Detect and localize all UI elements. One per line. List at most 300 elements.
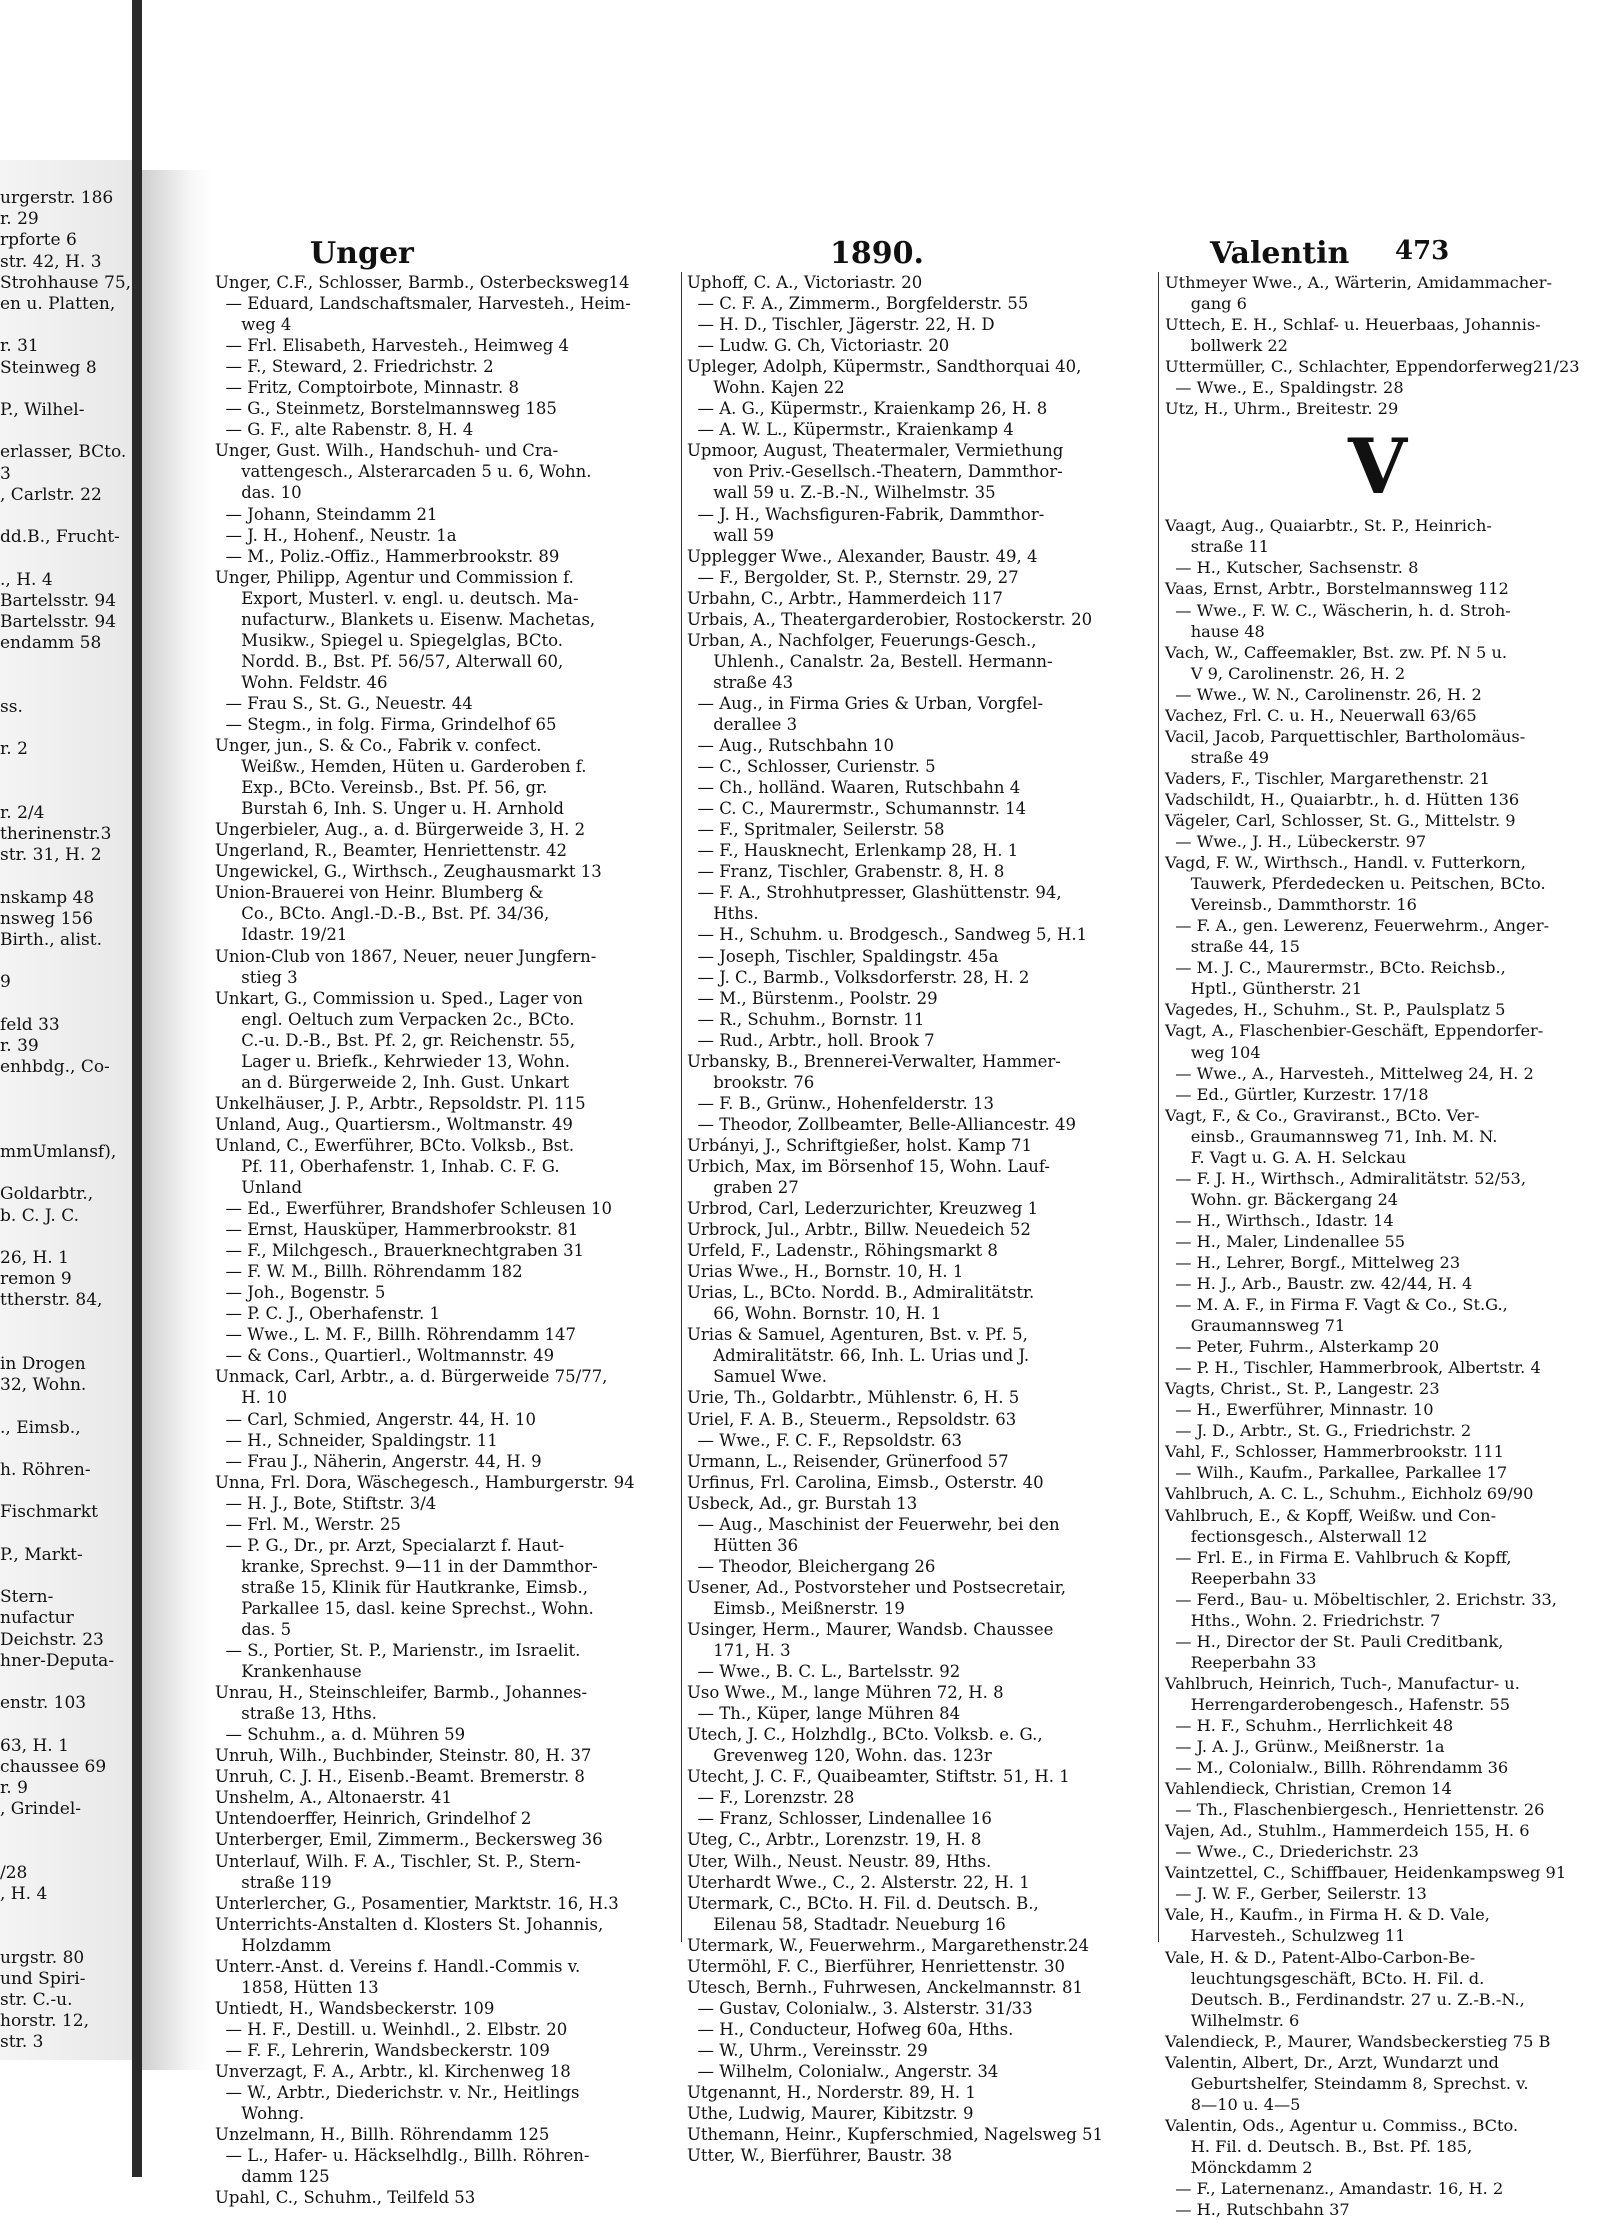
directory-entry: — L., Hafer- u. Häckselhdlg., Billh. Röhren-: [215, 2146, 590, 2166]
directory-entry: Urbansky, B., Brennerei-Verwalter, Hammer-: [687, 1051, 1061, 1071]
directory-entry: — J. H., Hohenf., Neustr. 1a: [215, 525, 457, 545]
directory-entry: — F., Steward, 2. Friedrichstr. 2: [215, 357, 494, 377]
directory-entry: Urias, L., BCto. Nordd. B., Admiralitätstr.: [687, 1283, 1035, 1303]
directory-entry: — Carl, Schmied, Angerstr. 44, H. 10: [215, 1409, 537, 1429]
directory-entry: — H. F., Destill. u. Weinhdl., 2. Elbstr. 20: [215, 2019, 568, 2039]
directory-entry: das. 10: [215, 483, 302, 503]
directory-entry: Utermark, C., BCto. H. Fil. d. Deutsch. B.,: [687, 1893, 1039, 1913]
left-page-line: Fischmarkt: [0, 1502, 98, 1523]
directory-entry: Uphoff, C. A., Victoriastr. 20: [687, 273, 923, 292]
directory-entry: Krankenhause: [215, 1662, 362, 1682]
directory-entry: — Franz, Schlosser, Lindenallee 16: [687, 1809, 992, 1829]
directory-entry: Geburtshelfer, Steindamm 8, Sprechst. v.: [1165, 2073, 1529, 2093]
header-right: Valentin: [1210, 236, 1350, 271]
left-page-line: 3: [0, 463, 11, 484]
left-page-line: , H. 4: [0, 1884, 48, 1904]
directory-entry: — J. W. F., Gerber, Seilerstr. 13: [1165, 1884, 1427, 1904]
directory-entry: — J. D., Arbtr., St. G., Friedrichstr. 2: [1165, 1421, 1472, 1441]
directory-entry: Vereinsb., Dammthorstr. 16: [1165, 895, 1417, 915]
directory-entry: Exp., BCto. Vereinsb., Bst. Pf. 56, gr.: [215, 778, 548, 798]
left-page-line: 26, H. 1: [0, 1248, 69, 1268]
directory-entry: — Ludw. G. Ch, Victoriastr. 20: [687, 336, 950, 356]
left-page-line: rpforte 6: [0, 230, 77, 251]
directory-entry: — F., Milchgesch., Brauerknechtgraben 31: [215, 1241, 585, 1261]
directory-entry: — H. J., Bote, Stiftstr. 3/4: [215, 1493, 437, 1513]
directory-entry: Vale, H., Kaufm., in Firma H. & D. Vale,: [1165, 1905, 1490, 1925]
left-page-line: en u. Platten,: [0, 294, 116, 314]
directory-entry: Union-Brauerei von Heinr. Blumberg &: [215, 883, 544, 903]
left-page-line: Deichstr. 23: [0, 1629, 104, 1650]
directory-entry: — Th., Küper, lange Mühren 84: [687, 1704, 961, 1724]
directory-entry: — Stegm., in folg. Firma, Grindelhof 65: [215, 714, 557, 734]
directory-entry: hause 48: [1165, 621, 1265, 641]
directory-entry: bollwerk 22: [1165, 336, 1288, 356]
directory-entry: 8—10 u. 4—5: [1165, 2094, 1301, 2114]
directory-entry: Uter, Wilh., Neust. Neustr. 89, Hths.: [687, 1851, 992, 1871]
directory-entry: Urbais, A., Theatergarderobier, Rostockerstr. 20: [687, 609, 1093, 629]
directory-entry: — Gustav, Colonialw., 3. Alsterstr. 31/33: [687, 1998, 1033, 2018]
directory-entry: Utgenannt, H., Norderstr. 89, H. 1: [687, 2083, 976, 2103]
directory-entry: kranke, Sprechst. 9—11 in der Dammthor-: [215, 1556, 598, 1576]
directory-entry: Vadschildt, H., Quaiarbtr., h. d. Hütten 136: [1165, 789, 1520, 809]
left-page-line: feld 33: [0, 1014, 60, 1035]
left-page-line: r. 31: [0, 336, 39, 357]
directory-entry: — C., Schlosser, Curienstr. 5: [687, 757, 936, 777]
directory-entry: — Ferd., Bau- u. Möbeltischler, 2. Erichstr. 33,: [1165, 1589, 1557, 1609]
left-page-line: therinenstr.3: [0, 824, 112, 844]
directory-entry: Wohn. Feldstr. 46: [215, 672, 388, 692]
directory-entry: — P. C. J., Oberhafenstr. 1: [215, 1304, 440, 1324]
column-divider: [1158, 272, 1159, 1942]
directory-entry: Urbrock, Jul., Arbtr., Billw. Neuedeich 52: [687, 1220, 1031, 1240]
directory-entry: Co., BCto. Angl.-D.-B., Bst. Pf. 34/36,: [215, 904, 550, 924]
directory-entry: Uttermüller, C., Schlachter, Eppendorferweg21/23: [1165, 357, 1580, 377]
directory-entry: — J. H., Wachsfiguren-Fabrik, Dammthor-: [687, 504, 1045, 524]
directory-entry: — Eduard, Landschaftsmaler, Harvesteh., Heim-: [215, 294, 631, 314]
directory-entry: Vach, W., Caffeemakler, Bst. zw. Pf. N 5 u.: [1165, 642, 1508, 662]
directory-entry: — Franz, Tischler, Grabenstr. 8, H. 8: [687, 862, 1005, 882]
directory-entry: vattengesch., Alsterarcaden 5 u. 6, Wohn.: [215, 462, 592, 482]
directory-entry: Upplegger Wwe., Alexander, Baustr. 49, 4: [687, 546, 1038, 566]
left-page-line: , Grindel-: [0, 1799, 82, 1820]
directory-entry: — G. F., alte Rabenstr. 8, H. 4: [215, 420, 474, 440]
directory-entry: — & Cons., Quartierl., Woltmannstr. 49: [215, 1346, 555, 1366]
directory-entry: Valendieck, P., Maurer, Wandsbeckerstieg 75 B: [1165, 2031, 1551, 2051]
directory-entry: Vägeler, Carl, Schlosser, St. G., Mittelstr. 9: [1165, 810, 1516, 830]
directory-entry: — Joseph, Tischler, Spaldingstr. 45a: [687, 946, 999, 966]
directory-entry: C.-u. D.-B., Bst. Pf. 2, gr. Reichenstr. 55,: [215, 1030, 576, 1050]
directory-entry: — M. A. F., in Firma F. Vagt & Co., St.G.,: [1165, 1295, 1508, 1315]
directory-entry: Vaas, Ernst, Arbtr., Borstelmannsweg 112: [1165, 579, 1509, 599]
directory-entry: Uthe, Ludwig, Maurer, Kibitzstr. 9: [687, 2104, 974, 2124]
page-number: 473: [1395, 236, 1450, 266]
directory-entry: — F. J. H., Wirthsch., Admiralitätstr. 52/53,: [1165, 1168, 1526, 1188]
directory-entry: Vahl, F., Schlosser, Hammerbrookstr. 111: [1165, 1442, 1504, 1462]
directory-entry: Vahlendieck, Christian, Cremon 14: [1165, 1779, 1452, 1799]
directory-entry: Nordd. B., Bst. Pf. 56/57, Alterwall 60,: [215, 651, 564, 671]
directory-entry: Vagd, F. W., Wirthsch., Handl. v. Futterkorn,: [1165, 853, 1526, 873]
directory-entry: — Wwe., E., Spaldingstr. 28: [1165, 378, 1404, 398]
left-page-line: hner-Deputa-: [0, 1650, 115, 1671]
left-page-line: r. 29: [0, 209, 39, 230]
directory-entry: — M. J. C., Maurermstr., BCto. Reichsb.,: [1165, 958, 1506, 978]
directory-entry: Uthmeyer Wwe., A., Wärterin, Amidammacher-: [1165, 273, 1552, 292]
directory-entry: weg 4: [215, 315, 292, 335]
directory-entry: Wilhelmstr. 6: [1165, 2010, 1300, 2030]
directory-entry: — H. F., Schuhm., Herrlichkeit 48: [1165, 1716, 1454, 1735]
directory-entry: — Frl. M., Werstr. 25: [215, 1514, 401, 1534]
directory-entry: — Ed., Gürtler, Kurzestr. 17/18: [1165, 1084, 1429, 1104]
left-page-line: Goldarbtr.,: [0, 1184, 94, 1205]
left-page-line: ss.: [0, 696, 23, 717]
directory-entry: derallee 3: [687, 714, 798, 734]
directory-entry: Unterrichts-Anstalten d. Klosters St. Johannis,: [215, 1914, 604, 1934]
directory-entry: Grevenweg 120, Wohn. das. 123r: [687, 1746, 992, 1766]
directory-entry: Utecht, J. C. F., Quaibeamter, Stiftstr. 51, H. 1: [687, 1767, 1070, 1787]
directory-entry: — F. W. M., Billh. Röhrendamm 182: [215, 1262, 523, 1282]
directory-entry: Upahl, C., Schuhm., Teilfeld 53: [215, 2188, 476, 2208]
directory-entry: — Frl. Elisabeth, Harvesteh., Heimweg 4: [215, 336, 570, 356]
directory-entry: — Wwe., C., Driederichstr. 23: [1165, 1842, 1419, 1862]
directory-entry: Utech, J. C., Holzhdlg., BCto. Volksb. e. G.,: [687, 1725, 1043, 1745]
directory-entry: — Aug., in Firma Gries & Urban, Vorgfel-: [687, 693, 1044, 713]
column-divider: [681, 272, 682, 1942]
directory-entry: — H., Conducteur, Hofweg 60a, Hths.: [687, 2019, 1014, 2039]
directory-entry: — J. C., Barmb., Volksdorferstr. 28, H. 2: [687, 967, 1030, 987]
directory-entry: Hptl., Güntherstr. 21: [1165, 979, 1363, 999]
directory-entry: — H. J., Arb., Baustr. zw. 42/44, H. 4: [1165, 1274, 1473, 1294]
directory-entry: — Ch., holländ. Waaren, Rutschbahn 4: [687, 778, 1021, 798]
left-page-line: mmUmlansf),: [0, 1142, 117, 1162]
directory-entry: Wohng.: [215, 2104, 305, 2124]
left-page-line: enhbdg., Co-: [0, 1057, 110, 1078]
left-page-line: r. 39: [0, 1036, 39, 1056]
header-year: 1890.: [830, 236, 924, 271]
directory-entry: brookstr. 76: [687, 1072, 815, 1092]
directory-entry: Vahlbruch, E., & Kopff, Weißw. und Con-: [1165, 1505, 1497, 1525]
directory-entry: Vagt, F., & Co., Graviranst., BCto. Ver-: [1165, 1105, 1480, 1125]
left-page-line: remon 9: [0, 1269, 72, 1290]
directory-entry: Urban, A., Nachfolger, Feuerungs-Gesch.,: [687, 630, 1037, 650]
directory-entry: — M., Colonialw., Billh. Röhrendamm 36: [1165, 1758, 1509, 1778]
directory-entry: — Wwe., L. M. F., Billh. Röhrendamm 147: [215, 1325, 577, 1345]
left-page-line: str. C.-u.: [0, 1990, 73, 2010]
left-page-line: , Carlstr. 22: [0, 484, 102, 505]
directory-entry: Mönckdamm 2: [1165, 2157, 1313, 2177]
spine-shadow: [142, 170, 212, 2070]
left-page-line: 9: [0, 972, 11, 993]
directory-entry: — R., Schuhm., Bornstr. 11: [687, 1009, 925, 1029]
book-binding: [132, 0, 142, 2177]
directory-entry: Unzelmann, H., Billh. Röhrendamm 125: [215, 2125, 550, 2145]
left-page-line: P., Markt-: [0, 1544, 83, 1565]
directory-entry: Urbrod, Carl, Lederzurichter, Kreuzweg 1: [687, 1199, 1039, 1219]
left-page-line: endamm 58: [0, 633, 102, 654]
directory-entry: Unterr.-Anst. d. Vereins f. Handl.-Commis v.: [215, 1956, 581, 1976]
directory-entry: straße 13, Hths.: [215, 1704, 377, 1724]
directory-entry: Valentin, Albert, Dr., Arzt, Wundarzt und: [1165, 2052, 1499, 2072]
left-page-line: nsweg 156: [0, 908, 94, 929]
directory-entry: — C. F. A., Zimmerm., Borgfelderstr. 55: [687, 294, 1029, 314]
left-page-line: Stern-: [0, 1587, 54, 1608]
directory-entry: — F., Laternenanz., Amandastr. 16, H. 2: [1165, 2179, 1504, 2199]
directory-entry: Graumannsweg 71: [1165, 1316, 1346, 1336]
directory-entry: stieg 3: [215, 967, 298, 987]
directory-entry: — H., Schuhm. u. Brodgesch., Sandweg 5, H.1: [687, 925, 1088, 945]
directory-entry: — Wwe., F. W. C., Wäscherin, h. d. Stroh-: [1165, 600, 1511, 620]
directory-entry: Unkart, G., Commission u. Sped., Lager von: [215, 988, 584, 1008]
directory-entry: straße 11: [1165, 537, 1270, 557]
directory-entry: — H., Maler, Lindenallee 55: [1165, 1231, 1406, 1251]
directory-entry: Unger, C.F., Schlosser, Barmb., Osterbecksweg14: [215, 273, 630, 292]
left-page-line: Steinweg 8: [0, 357, 97, 378]
directory-entry: Burstah 6, Inh. S. Unger u. H. Arnhold: [215, 799, 564, 819]
directory-entry: — Wilhelm, Colonialw., Angerstr. 34: [687, 2061, 999, 2081]
directory-entry: — Wwe., J. H., Lübeckerstr. 97: [1165, 832, 1427, 852]
directory-entry: — Wwe., A., Harvesteh., Mittelweg 24, H. 2: [1165, 1063, 1534, 1083]
directory-entry: — A. W. L., Küpermstr., Kraienkamp 4: [687, 420, 1014, 440]
directory-page: [215, 172, 1580, 2220]
directory-entry: weg 104: [1165, 1042, 1261, 1062]
directory-entry: Unrau, H., Steinschleifer, Barmb., Johannes-: [215, 1683, 588, 1703]
directory-entry: Ungewickel, G., Wirthsch., Zeughausmarkt 13: [215, 862, 602, 882]
directory-entry: — Johann, Steindamm 21: [215, 504, 438, 524]
directory-entry: Herrengarderobengesch., Hafenstr. 55: [1165, 1694, 1511, 1714]
directory-entry: Hütten 36: [687, 1535, 799, 1555]
directory-entry: — W., Uhrm., Vereinsstr. 29: [687, 2040, 928, 2060]
directory-entry: Vagt, A., Flaschenbier-Geschäft, Eppendorfer-: [1165, 1021, 1544, 1041]
directory-entry: Unshelm, A., Altonaerstr. 41: [215, 1788, 452, 1808]
directory-entry: — H., Director der St. Pauli Creditbank,: [1165, 1631, 1504, 1651]
directory-entry: Unmack, Carl, Arbtr., a. d. Bürgerweide 75/77,: [215, 1367, 608, 1387]
directory-entry: Uthemann, Heinr., Kupferschmied, Nagelsweg 51: [687, 2125, 1104, 2145]
directory-entry: Urbányi, J., Schriftgießer, holst. Kamp 71: [687, 1135, 1033, 1155]
left-page-line: str. 31, H. 2: [0, 845, 102, 866]
directory-entry: — P. H., Tischler, Hammerbrook, Albertstr. 4: [1165, 1358, 1541, 1378]
directory-entry: Lager u. Briefk., Kehrwieder 13, Wohn.: [215, 1051, 571, 1071]
directory-entry: — A. G., Küpermstr., Kraienkamp 26, H. 8: [687, 399, 1048, 419]
directory-entry: Unterlauf, Wilh. F. A., Tischler, St. P., Stern-: [215, 1851, 581, 1871]
directory-entry: Valentin, Ods., Agentur u. Commiss., BCto.: [1165, 2115, 1519, 2135]
directory-entry: — Theodor, Zollbeamter, Belle-Alliancestr. 49: [687, 1114, 1077, 1134]
directory-entry: Unverzagt, F. A., Arbtr., kl. Kirchenweg 18: [215, 2061, 571, 2081]
directory-entry: — H., Lehrer, Borgf., Mittelweg 23: [1165, 1252, 1461, 1272]
directory-entry: Uterhardt Wwe., C., 2. Alsterstr. 22, H. 1: [687, 1872, 1030, 1892]
directory-entry: — Wwe., W. N., Carolinenstr. 26, H. 2: [1165, 684, 1482, 704]
directory-entry: Unland, Aug., Quartiersm., Woltmanstr. 49: [215, 1114, 573, 1134]
directory-entry: Admiralitätstr. 66, Inh. L. Urias und J.: [687, 1346, 1030, 1366]
directory-entry: Vagedes, H., Schuhm., St. P., Paulsplatz 5: [1165, 1000, 1506, 1020]
directory-entry: — Ernst, Hausküper, Hammerbrookstr. 81: [215, 1220, 579, 1240]
directory-entry: 171, H. 3: [687, 1641, 791, 1661]
directory-entry: gang 6: [1165, 294, 1247, 314]
left-page-line: ttherstr. 84,: [0, 1290, 103, 1311]
directory-entry: Vahlbruch, Heinrich, Tuch-, Manufactur- u.: [1165, 1673, 1520, 1693]
directory-entry: straße 119: [215, 1872, 332, 1892]
directory-entry: — H., Kutscher, Sachsenstr. 8: [1165, 558, 1419, 578]
directory-entry: — Peter, Fuhrm., Alsterkamp 20: [1165, 1337, 1440, 1357]
directory-entry: 66, Wohn. Bornstr. 10, H. 1: [687, 1304, 942, 1324]
directory-entry: Urmann, L., Reisender, Grünerfood 57: [687, 1451, 1009, 1471]
directory-entry: Parkallee 15, dasl. keine Sprechst., Wohn.: [215, 1598, 594, 1618]
directory-entry: 1858, Hütten 13: [215, 1977, 379, 1997]
left-page-line: 32, Wohn.: [0, 1375, 87, 1396]
directory-entry: Uriel, F. A. B., Steuerm., Repsoldstr. 63: [687, 1409, 1017, 1429]
directory-entry: Idastr. 19/21: [215, 925, 348, 945]
directory-entry: — P. G., Dr., pr. Arzt, Specialarzt f. Haut-: [215, 1535, 565, 1555]
directory-entry: — Frau S., St. G., Neuestr. 44: [215, 693, 473, 713]
directory-entry: V 9, Carolinenstr. 26, H. 2: [1165, 663, 1406, 683]
directory-entry: Uttech, E. H., Schlaf- u. Heuerbaas, Johannis-: [1165, 315, 1541, 335]
directory-entry: graben 27: [687, 1178, 799, 1198]
directory-entry: — H., Rutschbahn 37: [1165, 2200, 1350, 2220]
left-page-line: enstr. 103: [0, 1693, 87, 1714]
directory-entry: — H., Wirthsch., Idastr. 14: [1165, 1210, 1394, 1230]
left-page-line: str. 42, H. 3: [0, 251, 102, 272]
directory-entry: Upmoor, August, Theatermaler, Vermiethung: [687, 441, 1064, 461]
left-page-line: urgstr. 80: [0, 1947, 85, 1968]
directory-entry: — Joh., Bogenstr. 5: [215, 1283, 386, 1303]
directory-entry: Uso Wwe., M., lange Mühren 72, H. 8: [687, 1683, 1004, 1703]
directory-entry: — W., Arbtr., Diederichstr. v. Nr., Heitlings: [215, 2083, 580, 2103]
directory-entry: — F., Bergolder, St. P., Sternstr. 29, 27: [687, 567, 1019, 587]
directory-entry: Urbich, Max, im Börsenhof 15, Wohn. Lauf-: [687, 1156, 1050, 1176]
directory-entry: — Wwe., F. C. F., Repsoldstr. 63: [687, 1430, 962, 1450]
left-page-line: erlasser, BCto.: [0, 442, 127, 463]
directory-entry: Wohn. Kajen 22: [687, 378, 845, 398]
directory-entry: Untiedt, H., Wandsbeckerstr. 109: [215, 1998, 495, 2018]
directory-entry: Eilenau 58, Stadtadr. Neueburg 16: [687, 1914, 1006, 1934]
directory-entry: wall 59: [687, 525, 774, 545]
left-page-line: ., H. 4: [0, 569, 53, 590]
left-page-line: dd.B., Frucht-: [0, 527, 120, 548]
directory-entry: — H., Ewerführer, Minnastr. 10: [1165, 1400, 1434, 1420]
directory-entry: — Frl. E., in Firma E. Vahlbruch & Kopff,: [1165, 1547, 1512, 1567]
directory-entry: — F. B., Grünw., Hohenfelderstr. 13: [687, 1093, 995, 1113]
directory-entry: Harvesteh., Schulzweg 11: [1165, 1926, 1406, 1946]
directory-entry: Eimsb., Meißnerstr. 19: [687, 1598, 905, 1618]
directory-entry: — F., Hausknecht, Erlenkamp 28, H. 1: [687, 841, 1019, 861]
left-page-line: P., Wilhel-: [0, 400, 85, 420]
directory-entry: Urias Wwe., H., Bornstr. 10, H. 1: [687, 1262, 964, 1282]
directory-entry: — Fritz, Comptoirbote, Minnastr. 8: [215, 378, 519, 398]
directory-entry: — M., Poliz.-Offiz., Hammerbrookstr. 89: [215, 546, 560, 566]
directory-entry: Hths.: [687, 904, 759, 924]
directory-entry: Unger, Gust. Wilh., Handschuh- und Cra-: [215, 441, 559, 461]
left-page-line: chaussee 69: [0, 1756, 107, 1777]
left-page-line: nufactur: [0, 1608, 74, 1629]
directory-entry: Hths., Wohn. 2. Friedrichstr. 7: [1165, 1610, 1441, 1630]
directory-entry: — Theodor, Bleichergang 26: [687, 1556, 936, 1576]
directory-entry: Vajen, Ad., Stuhlm., Hammerdeich 155, H. 6: [1165, 1821, 1530, 1841]
directory-entry: Vacil, Jacob, Parquettischler, Bartholomäus-: [1165, 726, 1526, 746]
directory-entry: F. Vagt u. G. A. H. Selckau: [1165, 1147, 1407, 1167]
directory-entry: Vaders, F., Tischler, Margarethenstr. 21: [1165, 768, 1490, 788]
directory-entry: Wohn. gr. Bäckergang 24: [1165, 1189, 1399, 1209]
directory-entry: — Wwe., B. C. L., Bartelsstr. 92: [687, 1662, 961, 1682]
left-page-line: str. 3: [0, 2032, 44, 2053]
directory-entry: Holzdamm: [215, 1935, 332, 1955]
directory-entry: — Ed., Ewerführer, Brandshofer Schleusen 10: [215, 1199, 612, 1219]
directory-entry: von Priv.-Gesellsch.-Theatern, Dammthor-: [687, 462, 1063, 482]
directory-entry: straße 44, 15: [1165, 937, 1300, 957]
column-1: [215, 272, 677, 2208]
directory-entry: Usbeck, Ad., gr. Burstah 13: [687, 1493, 918, 1513]
directory-entry: — Rud., Arbtr., holl. Brook 7: [687, 1030, 935, 1050]
directory-entry: Vagts, Christ., St. P., Langestr. 23: [1165, 1379, 1440, 1399]
directory-entry: Unruh, C. J. H., Eisenb.-Beamt. Bremerstr. 8: [215, 1767, 585, 1787]
directory-entry: Urfeld, F., Ladenstr., Röhingsmarkt 8: [687, 1241, 998, 1261]
directory-entry: Utermöhl, F. C., Bierführer, Henriettenstr. 30: [687, 1956, 1065, 1976]
left-page-line: urgerstr. 186: [0, 188, 114, 208]
directory-entry: leuchtungsgeschäft, BCto. H. Fil. d.: [1165, 1968, 1485, 1988]
left-page-line: in Drogen: [0, 1354, 86, 1374]
directory-entry: Vahlbruch, A. C. L., Schuhm., Eichholz 69/90: [1165, 1484, 1534, 1504]
directory-entry: damm 125: [215, 2167, 330, 2187]
directory-entry: Unna, Frl. Dora, Wäschegesch., Hamburgerstr. 94: [215, 1472, 635, 1492]
left-page-line: r. 2/4: [0, 802, 45, 823]
directory-entry: — F., Spritmaler, Seilerstr. 58: [687, 820, 945, 840]
directory-entry: engl. Oeltuch zum Verpacken 2c., BCto.: [215, 1009, 575, 1029]
directory-entry: Unger, jun., S. & Co., Fabrik v. confect.: [215, 736, 542, 756]
directory-entry: — M., Bürstenm., Poolstr. 29: [687, 988, 938, 1008]
directory-entry: Vale, H. & D., Patent-Albo-Carbon-Be-: [1165, 1947, 1476, 1967]
directory-entry: Tauwerk, Pferdedecken u. Peitschen, BCto.: [1165, 874, 1546, 894]
directory-entry: straße 15, Klinik für Hautkranke, Eimsb.,: [215, 1577, 589, 1597]
directory-entry: — Frau J., Näherin, Angerstr. 44, H. 9: [215, 1451, 542, 1471]
column-3: [1165, 272, 1580, 2220]
directory-entry: Urias & Samuel, Agenturen, Bst. v. Pf. 5,: [687, 1325, 1028, 1345]
directory-entry: Uteg, C., Arbtr., Lorenzstr. 19, H. 8: [687, 1830, 982, 1850]
directory-entry: Ungerland, R., Beamter, Henriettenstr. 42: [215, 841, 568, 861]
directory-entry: Unland, C., Ewerführer, BCto. Volksb., Bst.: [215, 1135, 575, 1155]
left-page-line: h. Röhren-: [0, 1460, 91, 1480]
directory-entry: Unterlercher, G., Posamentier, Marktstr. 16, H.3: [215, 1893, 619, 1913]
directory-entry: Vaagt, Aug., Quaiarbtr., St. P., Heinrich-: [1165, 516, 1492, 536]
column-2: [687, 272, 1155, 2166]
directory-entry: Uhlenh., Canalstr. 2a, Bestell. Hermann-: [687, 651, 1053, 671]
directory-entry: Usener, Ad., Postvorsteher und Postsecretair,: [687, 1577, 1067, 1597]
left-page-line: horstr. 12,: [0, 2011, 89, 2032]
directory-entry: — S., Portier, St. P., Marienstr., im Israelit.: [215, 1641, 581, 1661]
directory-entry: Samuel Wwe.: [687, 1367, 828, 1387]
left-page-line: Bartelsstr. 94: [0, 612, 117, 632]
directory-entry: Upleger, Adolph, Küpermstr., Sandthorquai 40,: [687, 357, 1082, 377]
directory-entry: — H. D., Tischler, Jägerstr. 22, H. D: [687, 315, 995, 335]
directory-entry: Unger, Philipp, Agentur und Commission f.: [215, 567, 574, 587]
directory-entry: Vachez, Frl. C. u. H., Neuerwall 63/65: [1165, 705, 1477, 725]
directory-entry: Reeperbahn 33: [1165, 1652, 1317, 1672]
directory-entry: — F. F., Lehrerin, Wandsbeckerstr. 109: [215, 2040, 550, 2060]
left-page-line: Birth., alist.: [0, 930, 103, 950]
directory-entry: das. 5: [215, 1620, 292, 1639]
left-page-line: r. 2: [0, 739, 28, 760]
directory-entry: — Wilh., Kaufm., Parkallee, Parkallee 17: [1165, 1463, 1508, 1483]
directory-entry: Export, Musterl. v. engl. u. deutsch. Ma-: [215, 588, 579, 608]
directory-entry: Unterberger, Emil, Zimmerm., Beckersweg 36: [215, 1830, 603, 1850]
directory-entry: Urie, Th., Goldarbtr., Mühlenstr. 6, H. 5: [687, 1388, 1020, 1408]
directory-entry: H. Fil. d. Deutsch. B., Bst. Pf. 185,: [1165, 2136, 1473, 2156]
directory-entry: nufacturw., Blankets u. Eisenw. Machetas,: [215, 609, 596, 629]
header-left: Unger: [310, 236, 414, 271]
directory-entry: Musikw., Spiegel u. Spiegelglas, BCto.: [215, 630, 563, 650]
directory-entry: — F. A., Strohhutpresser, Glashüttenstr. 94,: [687, 883, 1062, 903]
directory-entry: — F., Lorenzstr. 28: [687, 1788, 855, 1808]
directory-entry: Unruh, Wilh., Buchbinder, Steinstr. 80, H. 37: [215, 1746, 592, 1766]
directory-entry: an d. Bürgerweide 2, Inh. Gust. Unkart: [215, 1072, 570, 1092]
directory-entry: Utesch, Bernh., Fuhrwesen, Anckelmannstr. 81: [687, 1977, 1083, 1997]
directory-entry: Urfinus, Frl. Carolina, Eimsb., Osterstr. 40: [687, 1472, 1044, 1492]
